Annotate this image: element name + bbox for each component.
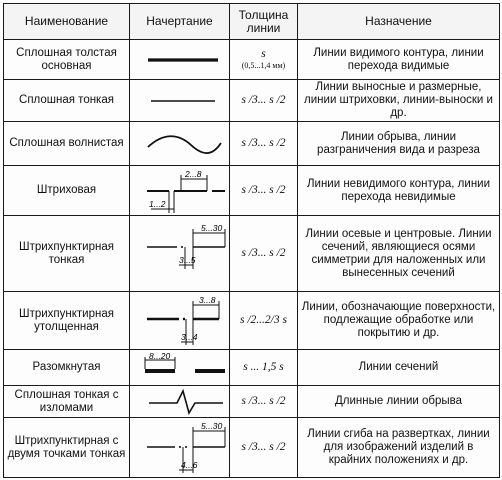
- table-row: [4, 292, 500, 350]
- row-thickness: s /3... s /2: [230, 122, 298, 166]
- header-name: Наименование: [4, 4, 130, 40]
- table-row: [4, 122, 500, 166]
- dim-gap-length: 1...2: [149, 198, 166, 209]
- wavy-line-sample: [133, 123, 230, 165]
- row-drawing: [130, 386, 230, 418]
- row-drawing: [130, 80, 230, 122]
- dim-gap-length: 4...6: [181, 459, 198, 470]
- line-types-table: [3, 3, 500, 478]
- row-drawing: [130, 350, 230, 386]
- row-name: Сплошная волнистая: [4, 122, 130, 166]
- dim-dash-length: 3...8: [199, 294, 216, 305]
- dim-dash-length: 5...30: [201, 222, 223, 233]
- dim-dash-length: 5...30: [201, 420, 223, 431]
- row-thickness: s /3... s /2: [230, 216, 298, 292]
- open-line-sample: [133, 351, 230, 385]
- dim-dash-length: 2...8: [185, 168, 202, 179]
- row-name: Разомкнутая: [4, 350, 130, 386]
- row-thickness: s /3... s /2: [230, 80, 298, 122]
- table-row: [4, 216, 500, 292]
- row-purpose: Линии осевые и центровые. Линии сечений, являющиеся осями симметрии для наложенных или вынесенных сечений: [298, 216, 500, 292]
- dim-stroke-length: 8...20: [149, 350, 171, 361]
- table-row: [4, 350, 500, 386]
- row-name: Штрихпунктирная с двумя точками тонкая: [4, 418, 130, 478]
- header-purpose: Назначение: [298, 4, 500, 40]
- zigzag-line-sample: [133, 387, 230, 417]
- row-thickness: s /3... s /2: [230, 386, 298, 418]
- table-row: [4, 418, 500, 478]
- row-purpose: Линии выносные и размерные, линии штриховки, линии-выноски и др.: [298, 80, 500, 122]
- row-drawing: [130, 292, 230, 350]
- row-thickness: s ... 1,5 s: [230, 350, 298, 386]
- row-thickness: s /3... s /2: [230, 166, 298, 216]
- row-drawing: [130, 216, 230, 292]
- row-purpose: Длинные линии обрыва: [298, 386, 500, 418]
- row-purpose: Линии видимого контура, линии перехода видимые: [298, 40, 500, 80]
- row-purpose: Линии невидимого контура, линии перехода невидимые: [298, 166, 500, 216]
- table-row: [4, 80, 500, 122]
- dash-dot-thick-line-sample: [133, 293, 230, 349]
- table-row: [4, 40, 500, 80]
- row-purpose: Линии, обозначающие поверхности, подлежащие обработке или покрытию и др.: [298, 292, 500, 350]
- row-drawing: [130, 166, 230, 216]
- table-row: [4, 166, 500, 216]
- table-header-row: [4, 4, 500, 40]
- dash-dot-thin-line-sample: [133, 217, 230, 291]
- header-thickness: Толщина линии: [230, 4, 298, 40]
- row-name: Штрихпунктирная тонкая: [4, 216, 130, 292]
- dashed-line-sample: [133, 167, 230, 215]
- row-name: Сплошная толстая основная: [4, 40, 130, 80]
- row-thickness: [230, 40, 298, 80]
- header-drawing: Начертание: [130, 4, 230, 40]
- dash-two-dots-line-sample: [133, 419, 230, 477]
- row-name: Штриховая: [4, 166, 130, 216]
- row-purpose: Линии сгиба на развертках, линии для изображений изделий в крайних положениях и др.: [298, 418, 500, 478]
- dim-gap-length: 3...5: [179, 254, 196, 265]
- row-name: Сплошная тонкая: [4, 80, 130, 122]
- thickness-note: (0,5...1,4 мм): [241, 61, 286, 70]
- row-thickness: s /2...2/3 s: [230, 292, 298, 350]
- row-name: Штрихпунктирная утолщенная: [4, 292, 130, 350]
- row-thickness: s /3... s /2: [230, 418, 298, 478]
- row-name: Сплошная тонкая с изломами: [4, 386, 130, 418]
- row-drawing: [130, 418, 230, 478]
- row-drawing: [130, 40, 230, 80]
- row-drawing: [130, 122, 230, 166]
- solid-thick-line-sample: [133, 41, 230, 79]
- table-row: [4, 386, 500, 418]
- solid-thin-line-sample: [133, 81, 230, 121]
- row-purpose: Линии обрыва, линии разграничения вида и разреза: [298, 122, 500, 166]
- dim-gap-length: 3...4: [181, 331, 198, 342]
- thickness-value: s: [261, 48, 266, 60]
- row-purpose: Линии сечений: [298, 350, 500, 386]
